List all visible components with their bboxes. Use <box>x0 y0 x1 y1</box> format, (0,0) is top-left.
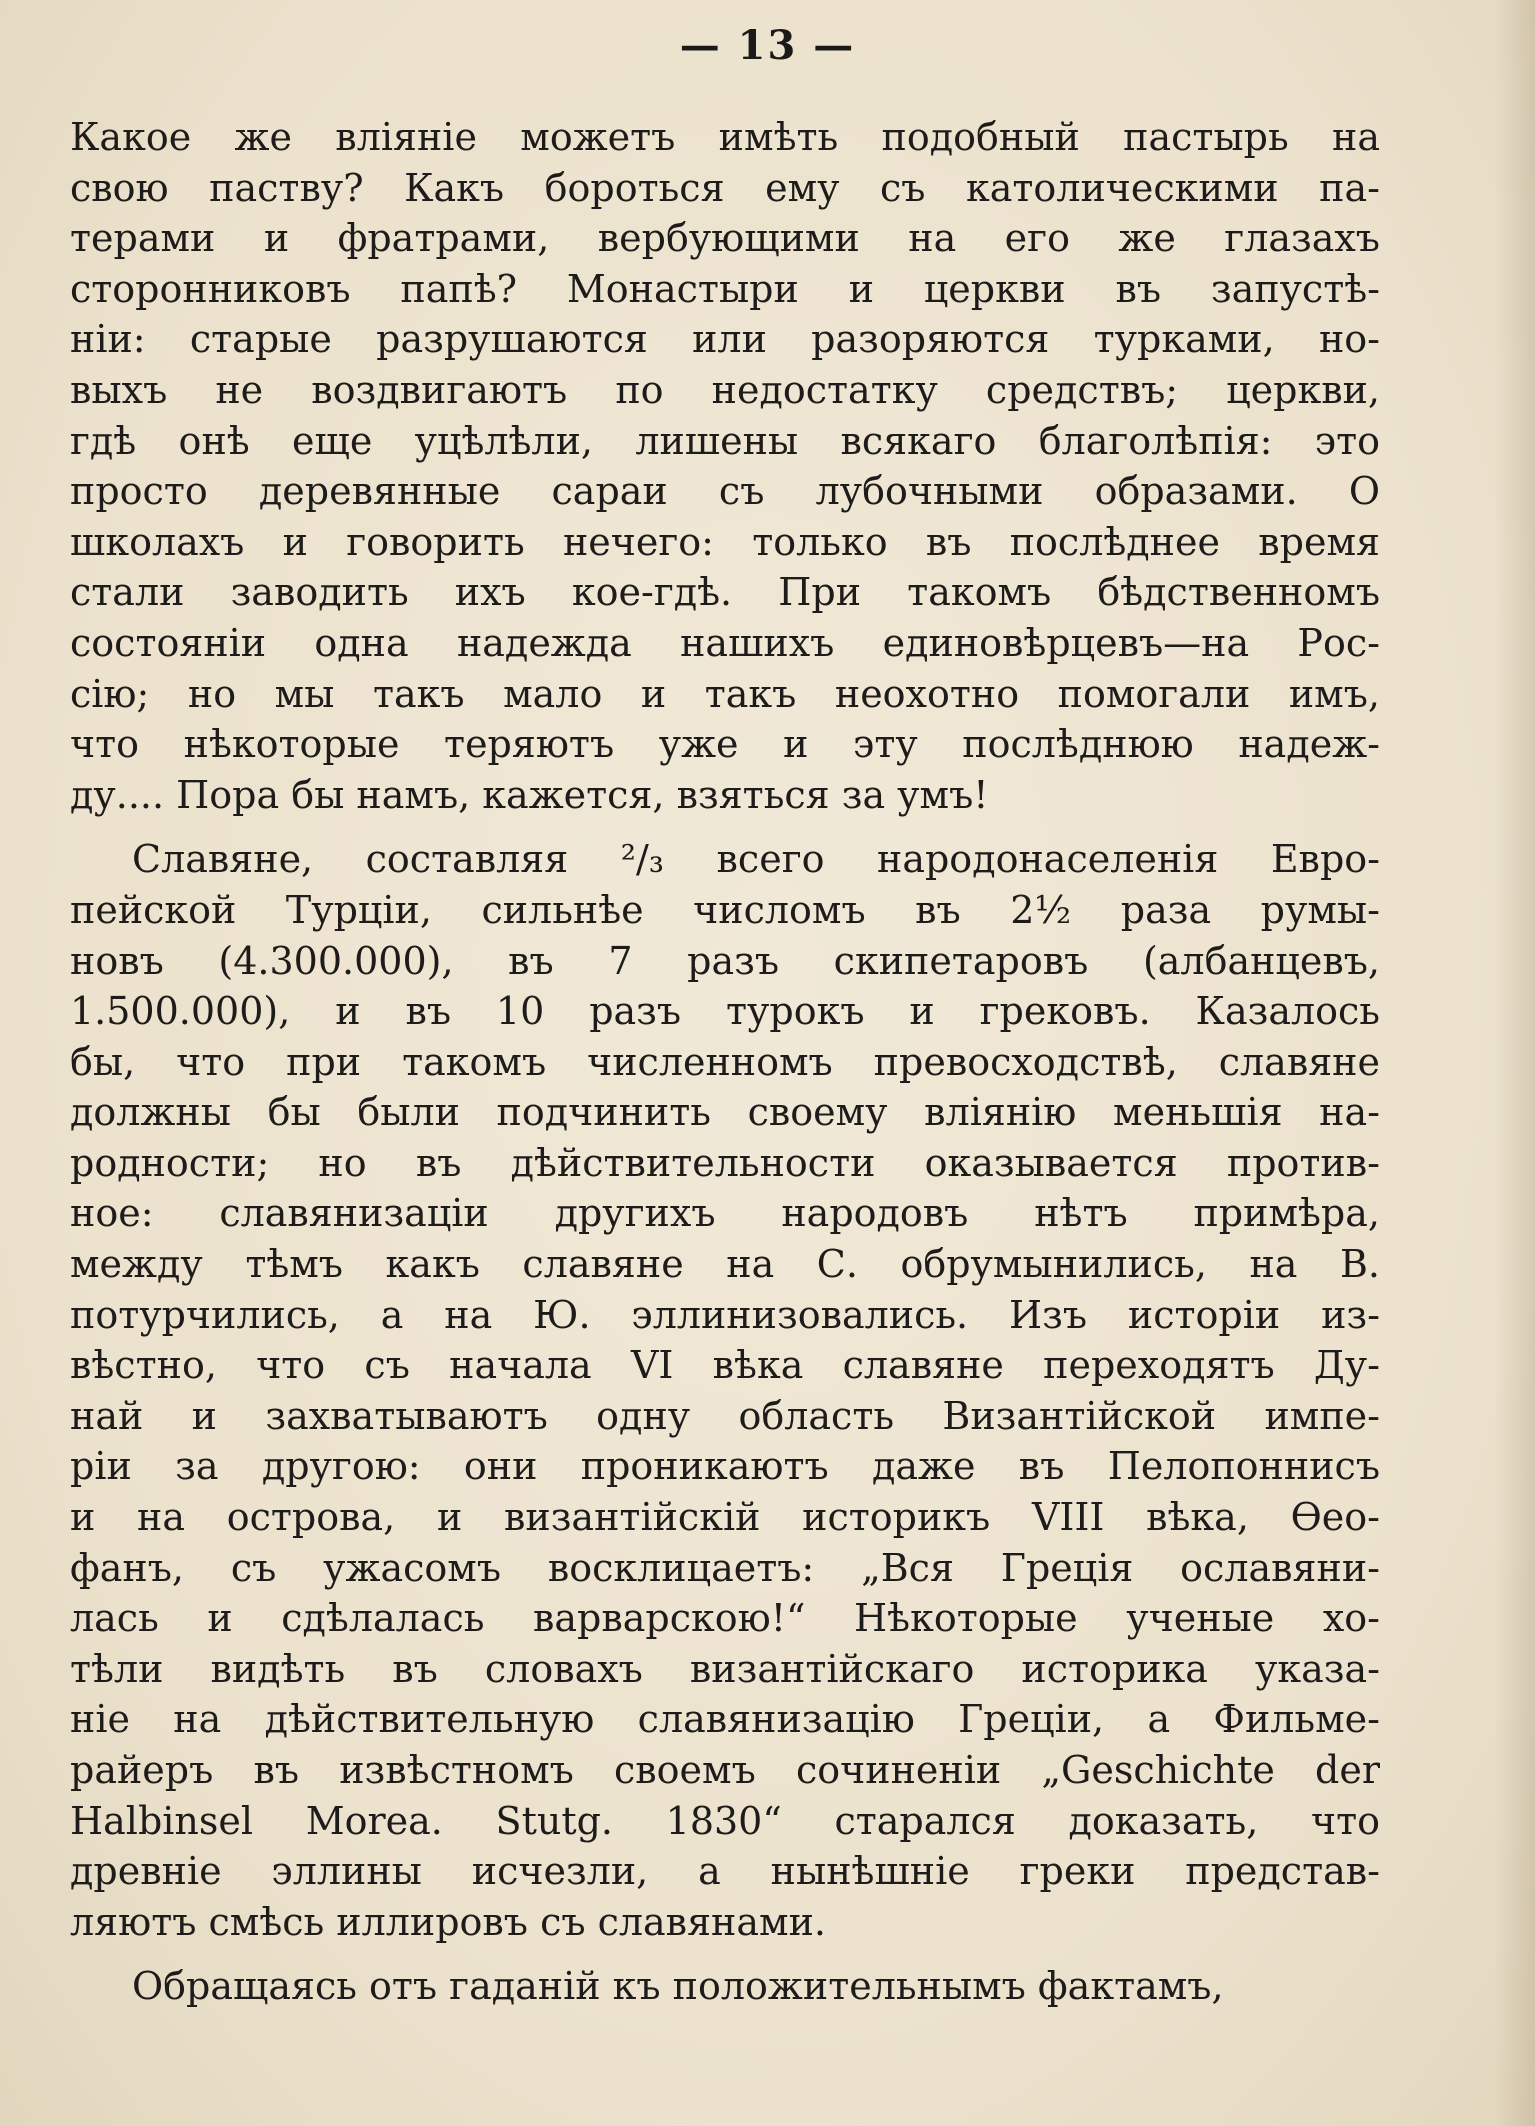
text-line: сторонниковъ папѣ? Монастыри и церкви въ запустѣ- <box>70 266 1380 311</box>
text-line: райеръ въ извѣстномъ своемъ сочиненіи „Geschichte der <box>70 1748 1380 1792</box>
text-line: лась и сдѣлалась варварскою!“ Нѣкоторые ученые хо- <box>70 1596 1380 1641</box>
text-line: пейской Турціи, сильнѣе числомъ въ 2½ раза румы- <box>70 887 1380 932</box>
text-line: Славяне, составляя ²/₃ всего народонаселенія Евро- <box>132 837 1380 882</box>
text-line: родности; но въ дѣйствительности оказывается против- <box>70 1140 1380 1185</box>
text-line: состояніи одна надежда нашихъ единовѣрцевъ—на Рос- <box>70 620 1380 665</box>
text-line: най и захватываютъ одну область Византійской импе- <box>70 1393 1380 1438</box>
text-line: стали заводить ихъ кое-гдѣ. При такомъ бѣдственномъ <box>70 570 1380 615</box>
body-text <box>70 112 1380 2012</box>
text-line: 1.500.000), и въ 10 разъ турокъ и грековъ. Казалось <box>70 989 1380 1034</box>
text-line: фанъ, съ ужасомъ восклицаетъ: „Вся Греція ославяни- <box>70 1545 1380 1590</box>
text-line: гдѣ онѣ еще уцѣлѣли, лишены всякаго благолѣпія: это <box>70 418 1380 463</box>
text-line: Обращаясь отъ гаданій къ положительнымъ фактамъ, <box>132 1964 1224 2009</box>
text-line: что нѣкоторые теряютъ уже и эту послѣднюю надеж- <box>70 722 1380 767</box>
text-line: ное: славянизаціи другихъ народовъ нѣтъ примѣра, <box>70 1191 1380 1236</box>
paragraph-1 <box>70 112 1380 820</box>
text-line: просто деревянные сараи съ лубочными образами. О <box>70 469 1380 514</box>
text-line: выхъ не воздвигаютъ по недостатку средствъ; церкви, <box>70 367 1380 412</box>
text-line: сію; но мы такъ мало и такъ неохотно помогали имъ, <box>70 671 1380 716</box>
text-line: и на острова, и византійскій историкъ VIII вѣка, Ѳео- <box>70 1495 1380 1540</box>
text-line: школахъ и говорить нечего: только въ послѣднее время <box>70 519 1380 564</box>
text-line: Halbinsel Morea. Stutg. 1830“ старался доказать, что <box>70 1798 1380 1843</box>
text-line: ляютъ смѣсь иллировъ съ славянами. <box>70 1899 826 1944</box>
text-line: вѣстно, что съ начала VI вѣка славяне переходятъ Ду- <box>70 1343 1380 1388</box>
page-number: — 13 — <box>679 22 856 69</box>
text-line: ду.... Пора бы намъ, кажется, взяться за умъ! <box>70 772 989 817</box>
paragraph-gap <box>70 1947 1380 1961</box>
text-line: должны бы были подчинить своему вліянію меньшія на- <box>70 1090 1380 1135</box>
text-line: ріи за другою: они проникаютъ даже въ Пелопоннисъ <box>70 1444 1380 1489</box>
text-line: ніи: старые разрушаются или разоряются турками, но- <box>70 317 1380 362</box>
text-line: новъ (4.300.000), въ 7 разъ скипетаровъ (албанцевъ, <box>70 938 1380 983</box>
text-line: свою паству? Какъ бороться ему съ католическими па- <box>70 165 1380 210</box>
text-line: Какое же вліяніе можетъ имѣть подобный пастырь на <box>70 115 1380 159</box>
text-line: ніе на дѣйствительную славянизацію Греціи, а Фильме- <box>70 1697 1380 1742</box>
paragraph-2 <box>70 834 1380 1947</box>
text-line: бы, что при такомъ численномъ превосходствѣ, славяне <box>70 1039 1380 1084</box>
paragraph-gap <box>70 820 1380 834</box>
text-line: терами и фратрами, вербующими на его же глазахъ <box>70 216 1380 261</box>
text-line: между тѣмъ какъ славяне на С. обрумынились, на В. <box>70 1242 1380 1287</box>
text-line: потурчились, а на Ю. эллинизовались. Изъ исторіи из- <box>70 1292 1380 1337</box>
page-edge-shadow <box>1495 0 1535 2126</box>
text-line: древніе эллины исчезли, а нынѣшніе греки представ- <box>70 1849 1380 1894</box>
text-line: тѣли видѣть въ словахъ византійскаго историка указа- <box>70 1646 1380 1691</box>
paragraph-3 <box>70 1961 1380 2012</box>
